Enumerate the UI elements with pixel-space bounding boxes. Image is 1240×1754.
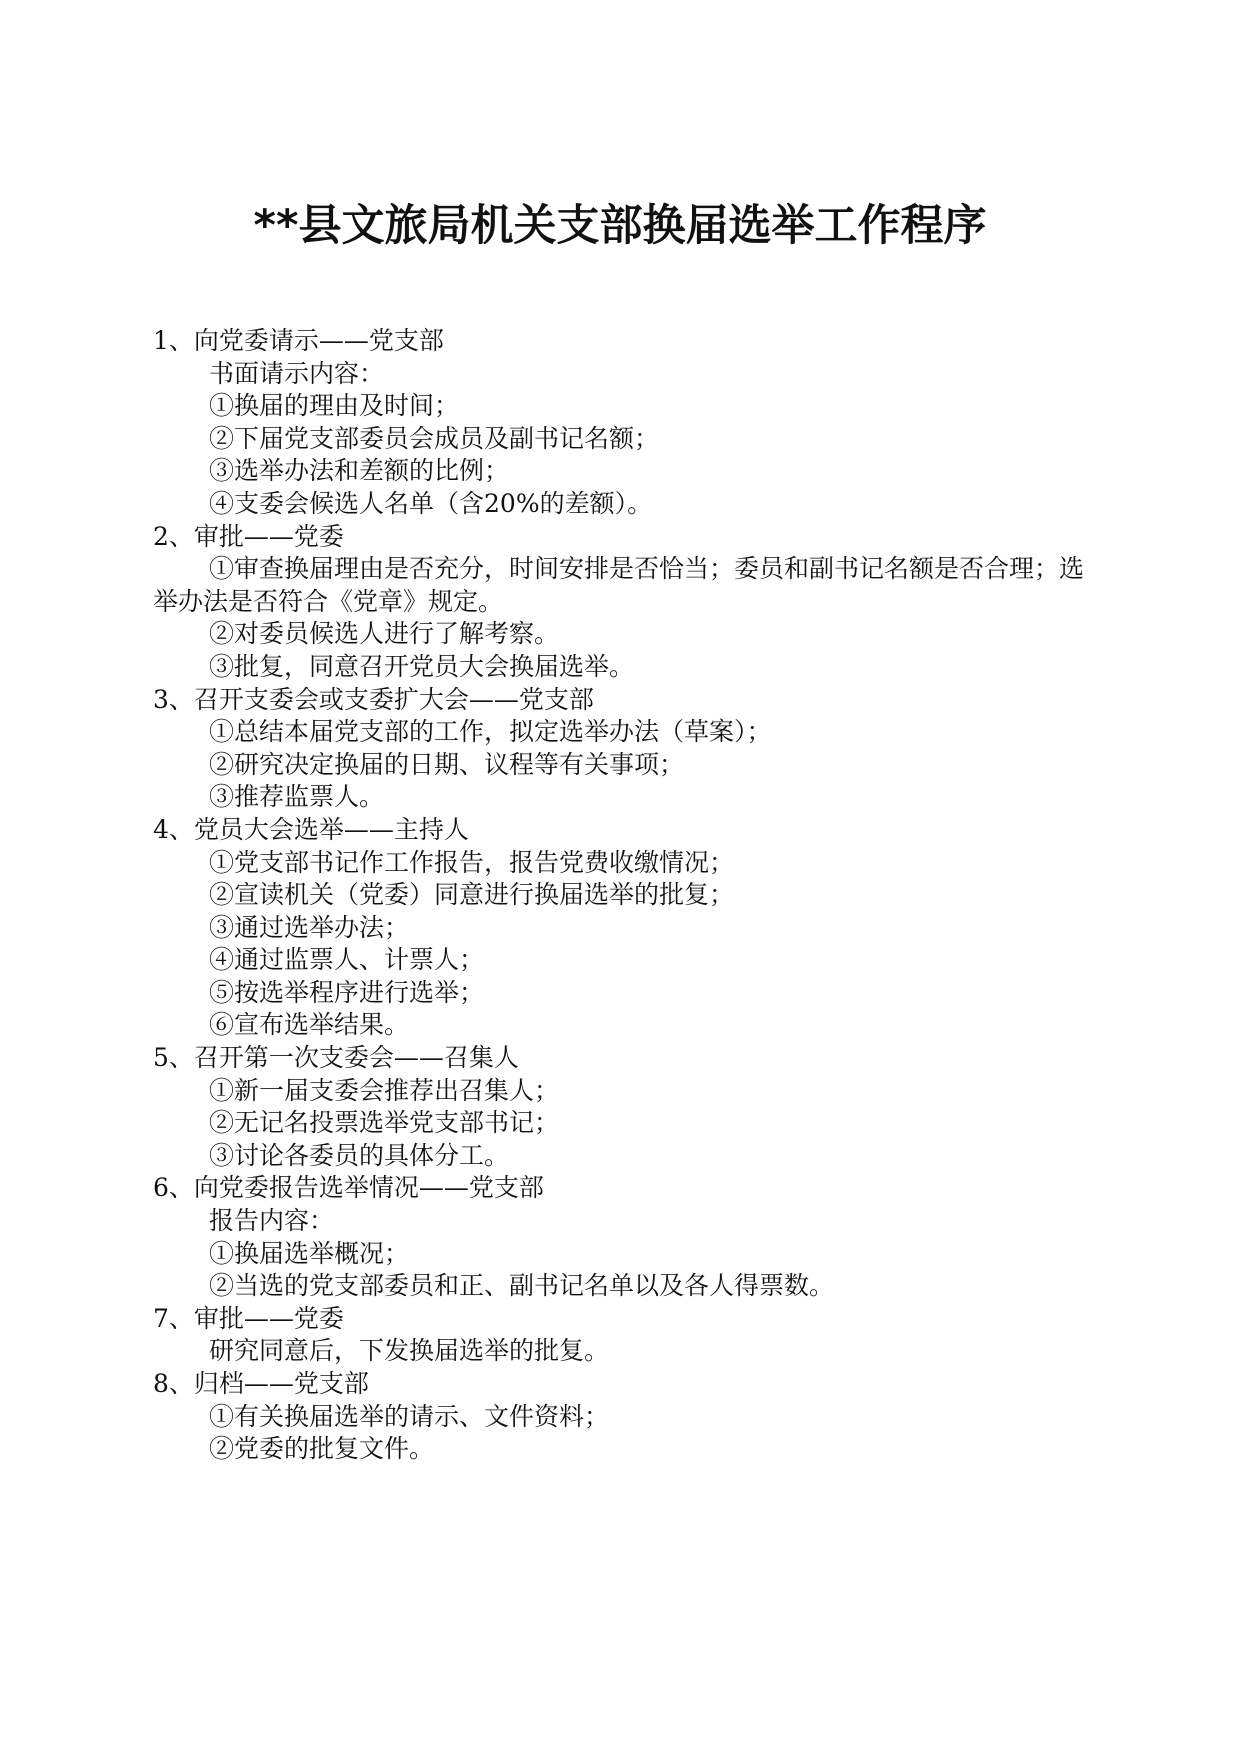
section-item: ②研究决定换届的日期、议程等有关事项； [209,749,685,779]
section-heading: 7、审批——党委 [153,1303,344,1333]
section-heading: 1、向党委请示——党支部 [153,326,444,355]
section-heading: 5、召开第一次支委会——召集人 [153,1043,519,1073]
section-item: ①有关换届选举的请示、文件资料； [209,1401,610,1431]
section-item: ③推荐监票人。 [209,782,385,812]
section-item: 研究同意后，下发换届选举的批复。 [209,1336,610,1366]
section-5 [153,1042,1093,1172]
section-item: ①换届的理由及时间； [209,391,460,421]
section-3 [153,684,1093,814]
section-item: ②对委员候选人进行了解考察。 [209,619,560,649]
section-item: ④支委会候选人名单（含20%的差额）。 [209,488,653,518]
section-2 [153,521,1093,684]
section-item: ①党支部书记作工作报告，报告党费收缴情况； [209,847,735,877]
section-item: ①总结本届党支部的工作，拟定选举办法（草案）； [209,717,772,747]
section-item: ③选举办法和差额的比例； [209,456,510,486]
document-body [153,325,1093,1466]
section-item: ④通过监票人、计票人； [209,945,485,975]
section-item: ①换届选举概况； [209,1238,410,1268]
section-item: ②宣读机关（党委）同意进行换届选举的批复； [209,880,735,910]
section-item: ①新一届支委会推荐出召集人； [209,1075,560,1105]
section-item: ①审查换届理由是否充分，时间安排是否恰当；委员和副书记名额是否合理；选举办法是否符合《党章》规定。 [153,554,1085,616]
section-4 [153,814,1093,1042]
section-item: ⑥宣布选举结果。 [209,1010,410,1040]
section-item: ③讨论各委员的具体分工。 [209,1140,510,1170]
section-item: ③通过选举办法； [209,912,410,942]
document-title: **县文旅局机关支部换届选举工作程序 [253,201,987,251]
section-item: ②无记名投票选举党支部书记； [209,1108,560,1138]
section-item: ③批复，同意召开党员大会换届选举。 [209,651,635,681]
section-7 [153,1303,1093,1368]
section-heading: 8、归档——党支部 [153,1369,369,1398]
section-item: ②当选的党支部委员和正、副书记名单以及各人得票数。 [209,1271,835,1301]
section-item: ②党委的批复文件。 [209,1434,435,1464]
section-item: 书面请示内容： [209,358,385,388]
section-8 [153,1368,1093,1466]
section-item: 报告内容： [209,1206,335,1236]
section-heading: 3、召开支委会或支委扩大会——党支部 [153,684,594,714]
section-item: ⑤按选举程序进行选举； [209,977,485,1007]
section-6 [153,1172,1093,1302]
section-1 [153,325,1093,521]
section-heading: 2、审批——党委 [153,521,344,551]
section-item: ②下届党支部委员会成员及副书记名额； [209,423,660,453]
section-heading: 6、向党委报告选举情况——党支部 [153,1173,544,1203]
section-heading: 4、党员大会选举——主持人 [153,814,469,844]
